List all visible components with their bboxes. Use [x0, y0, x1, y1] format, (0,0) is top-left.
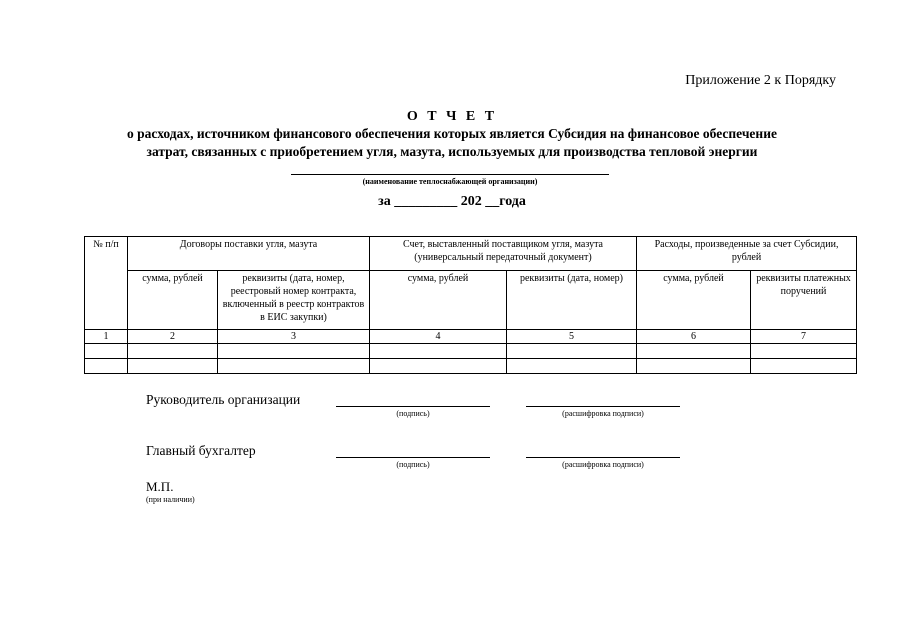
- head-signature-line[interactable]: [336, 406, 490, 407]
- table-cell[interactable]: [128, 344, 218, 359]
- table-row: [85, 359, 857, 374]
- column-number: 5: [507, 330, 637, 344]
- table-cell[interactable]: [507, 359, 637, 374]
- table-cell[interactable]: [218, 344, 370, 359]
- column-number: 7: [751, 330, 857, 344]
- appendix-label: Приложение 2 к Порядку: [685, 73, 836, 88]
- column-number: 1: [85, 330, 128, 344]
- table-cell[interactable]: [637, 344, 751, 359]
- report-subtitle-line1: о расходах, источником финансового обеспечения которых является Субсидия на финансовое обеспечение: [127, 126, 777, 141]
- report-period: за _________ 202 __года: [378, 194, 526, 209]
- header-supplier-invoice: Счет, выставленный поставщиком угля, мазута (универсальный передаточный документ): [370, 237, 637, 271]
- subheader-contract-sum: сумма, рублей: [128, 271, 218, 330]
- seal-place-caption: (при наличии): [146, 495, 195, 504]
- table-cell[interactable]: [751, 344, 857, 359]
- subheader-contract-details: реквизиты (дата, номер, реестровый номер контракта, включенный в реестр контрактов в ЕИС закупки): [218, 271, 370, 330]
- column-number: 6: [637, 330, 751, 344]
- table-row: [85, 344, 857, 359]
- head-name-decode-caption: (расшифровка подписи): [562, 409, 644, 418]
- table-cell[interactable]: [85, 359, 128, 374]
- head-of-organization-label: Руководитель организации: [146, 392, 301, 407]
- table-cell[interactable]: [128, 359, 218, 374]
- table-cell[interactable]: [85, 344, 128, 359]
- subheader-payment-orders: реквизиты платежных поручений: [751, 271, 857, 330]
- table-cell[interactable]: [751, 359, 857, 374]
- report-title: О Т Ч Е Т: [406, 109, 498, 124]
- organization-name-caption: (наименование теплоснабжающей организации): [362, 177, 538, 186]
- column-number: 2: [128, 330, 218, 344]
- header-subsidy-expenses: Расходы, произведенные за счет Субсидии, рублей: [637, 237, 857, 271]
- seal-place-label: М.П.: [146, 479, 174, 494]
- accountant-name-decode-line[interactable]: [526, 457, 680, 458]
- column-number: 3: [218, 330, 370, 344]
- expense-report-table: [84, 236, 857, 374]
- chief-accountant-label: Главный бухгалтер: [146, 443, 256, 458]
- table-cell[interactable]: [637, 359, 751, 374]
- report-subtitle-line2: затрат, связанных с приобретением угля, мазута, используемых для производства тепловой энергии: [146, 144, 758, 159]
- subheader-invoice-sum: сумма, рублей: [370, 271, 507, 330]
- table-cell[interactable]: [370, 344, 507, 359]
- accountant-name-decode-caption: (расшифровка подписи): [562, 460, 644, 469]
- header-row-number: № п/п: [85, 237, 128, 330]
- head-signature-caption: (подпись): [396, 409, 430, 418]
- head-name-decode-line[interactable]: [526, 406, 680, 407]
- table-cell[interactable]: [370, 359, 507, 374]
- column-number: 4: [370, 330, 507, 344]
- accountant-signature-caption: (подпись): [396, 460, 430, 469]
- accountant-signature-line[interactable]: [336, 457, 490, 458]
- table-cell[interactable]: [218, 359, 370, 374]
- subheader-invoice-details: реквизиты (дата, номер): [507, 271, 637, 330]
- subheader-expense-sum: сумма, рублей: [637, 271, 751, 330]
- table-cell[interactable]: [507, 344, 637, 359]
- organization-name-line: [291, 174, 609, 175]
- header-supply-contracts: Договоры поставки угля, мазута: [128, 237, 370, 271]
